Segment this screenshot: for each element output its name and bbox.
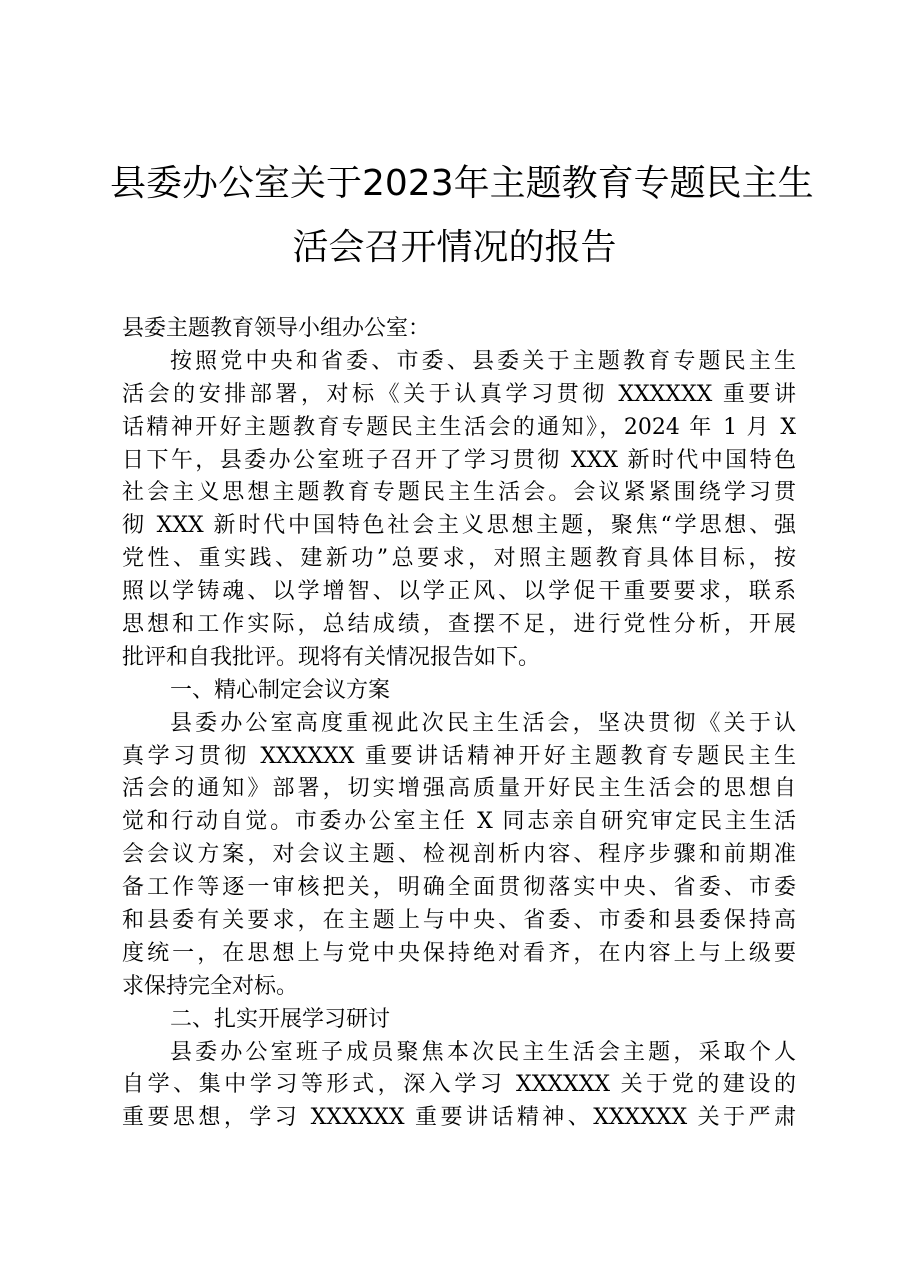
report-title-line-2: 活会召开情况的报告 (292, 227, 617, 268)
section-1-line: 县委办公室高度重视此次民主生活会，坚决贯彻《关于认 (170, 710, 796, 736)
section-1-line: 和县委有关要求，在主题上与中央、省委、市委和县委保持高 (122, 908, 796, 934)
section-1-line: 活会的通知》部署，切实增强高质量开好民主生活会的思想自 (122, 776, 796, 802)
intro-line: 社会主义思想主题教育专题民主生活会。会议紧紧围绕学习贯 (122, 480, 796, 506)
intro-line: 批评和自我批评。现将有关情况报告如下。 (122, 644, 541, 670)
report-title-line-1: 县委办公室关于2023年主题教育专题民主生 (110, 163, 814, 204)
report-body (122, 313, 796, 1135)
section-1-line: 备工作等逐一审核把关，明确全面贯彻落实中央、省委、市委 (122, 875, 796, 901)
section-1-heading: 一、精心制定会议方案 (170, 677, 391, 703)
intro-line: 活会的安排部署，对标《关于认真学习贯彻 XXXXXX 重要讲 (122, 381, 796, 407)
intro-line: 话精神开好主题教育专题民主生活会的通知》，2024 年 1 月 X (122, 414, 796, 440)
section-1-line: 度统一，在思想上与党中央保持绝对看齐，在内容上与上级要 (122, 940, 796, 966)
intro-line: 按照党中央和省委、市委、县委关于主题教育专题民主生 (170, 348, 796, 374)
salutation: 县委主题教育领导小组办公室： (122, 316, 431, 341)
intro-line: 党性、重实践、建新功”总要求，对照主题教育具体目标，按 (122, 546, 796, 572)
intro-line: 照以学铸魂、以学增智、以学正风、以学促干重要要求，联系 (122, 579, 796, 605)
section-2-heading: 二、扎实开展学习研讨 (170, 1006, 391, 1032)
intro-line: 彻 XXX 新时代中国特色社会主义思想主题，聚焦“学思想、强 (122, 513, 796, 539)
section-1-line: 真学习贯彻 XXXXXX 重要讲话精神开好主题教育专题民主生 (122, 743, 796, 769)
intro-line: 日下午，县委办公室班子召开了学习贯彻 XXX 新时代中国特色 (122, 447, 796, 473)
section-2-line: 县委办公室班子成员聚焦本次民主生活会主题，采取个人 (170, 1039, 796, 1065)
section-1-line: 觉和行动自觉。市委办公室主任 X 同志亲自研究审定民主生活 (122, 809, 796, 835)
intro-line: 思想和工作实际，总结成绩，查摆不足，进行党性分析，开展 (122, 612, 796, 638)
section-2-line: 重要思想，学习 XXXXXX 重要讲话精神、XXXXXX 关于严肃 (122, 1105, 796, 1131)
section-1-line: 会会议方案，对会议主题、检视剖析内容、程序步骤和前期准 (122, 842, 796, 868)
section-1-line: 求保持完全对标。 (122, 973, 299, 999)
section-2-line: 自学、集中学习等形式，深入学习 XXXXXX 关于党的建设的 (122, 1072, 796, 1098)
